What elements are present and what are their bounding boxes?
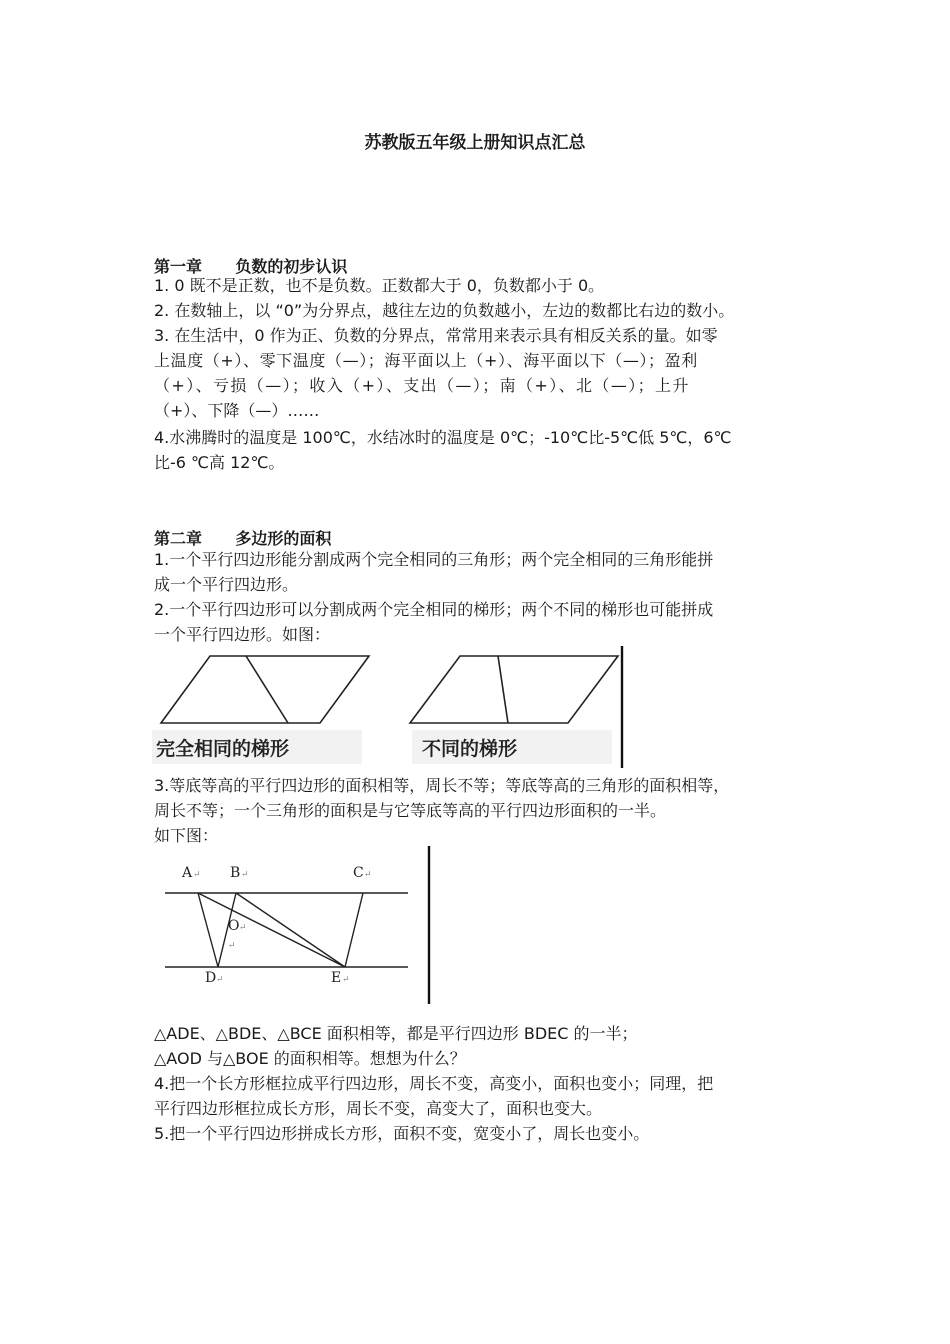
svg-text:↵: ↵ <box>228 941 236 951</box>
chapter-1-line: 2. 在数轴上，以 “0”为分界点，越往左边的负数越小，左边的数都比右边的数小。 <box>154 301 735 320</box>
svg-text:↵: ↵ <box>364 870 372 880</box>
cut-line-right <box>498 656 508 723</box>
caption-congruent-trapezoids: 完全相同的梯形 <box>156 738 290 760</box>
chapter-2-line: 2.一个平行四边形可以分割成两个完全相同的梯形；两个不同的梯形也可能拼成 <box>154 600 714 619</box>
svg-text:↵: ↵ <box>193 870 201 880</box>
chapter-1-line: 上温度（+）、零下温度（—）；海平面以上（+）、海平面以下（—）；盈利 <box>154 351 698 370</box>
svg-text:↵: ↵ <box>239 923 247 933</box>
chapter-2-line: 周长不等；一个三角形的面积是与它等底等高的平行四边形面积的一半。 <box>154 801 667 820</box>
chapter-1-line: （+）、下降（—）…… <box>154 401 320 420</box>
chapter-2-heading: 第二章 多边形的面积 <box>154 529 332 548</box>
svg-text:↵: ↵ <box>216 975 224 985</box>
chapter-1-line: 3. 在生活中，0 作为正、负数的分界点，常常用来表示具有相反关系的量。如零 <box>154 326 718 345</box>
chapter-2-line: 1.一个平行四边形能分割成两个完全相同的三角形；两个完全相同的三角形能拼 <box>154 550 714 569</box>
label-C: C <box>353 865 364 881</box>
chapter-1-line: 4.水沸腾时的温度是 100℃，水结冰时的温度是 0℃；-10℃比-5℃低 5℃，6℃ <box>154 428 732 447</box>
segment-CE <box>345 893 363 967</box>
chapter-2-line: 4.把一个长方形框拉成平行四边形，周长不变，高变小，面积也变小；同理，把 <box>154 1074 714 1093</box>
segment-AD <box>198 893 218 967</box>
chapter-1-line: 1. 0 既不是正数，也不是负数。正数都大于 0，负数都小于 0。 <box>154 276 605 295</box>
svg-text:↵: ↵ <box>342 975 350 985</box>
cut-line-left <box>246 656 288 723</box>
segment-BE <box>236 893 345 967</box>
parallelogram-left <box>161 656 369 723</box>
chapter-1-line: （+）、亏损（—）；收入（+）、支出（—）；南（+）、北（—）；上升 <box>154 376 690 395</box>
label-O: O <box>228 918 240 934</box>
chapter-2-line: △AOD 与△BOE 的面积相等。想想为什么？ <box>154 1049 466 1068</box>
label-D: D <box>205 970 217 986</box>
chapter-2-line: 3.等底等高的平行四边形的面积相等，周长不等；等底等高的三角形的面积相等， <box>154 776 730 795</box>
chapter-2-line: 平行四边形框拉成长方形，周长不变，高变大了，面积也变大。 <box>154 1099 603 1118</box>
chapter-2-line: △ADE、△BDE、△BCE 面积相等，都是平行四边形 BDEC 的一半； <box>154 1024 638 1043</box>
label-B: B <box>230 865 241 881</box>
label-E: E <box>331 970 342 986</box>
caption-different-trapezoids: 不同的梯形 <box>422 738 518 760</box>
chapter-2-line: 如下图： <box>154 826 219 845</box>
chapter-2-line: 5.把一个平行四边形拼成长方形，面积不变，宽变小了，周长也变小。 <box>154 1124 650 1143</box>
chapter-1-heading: 第一章 负数的初步认识 <box>154 257 348 276</box>
triangle-figure <box>150 844 440 1010</box>
trapezoid-figure <box>150 644 630 774</box>
parallelogram-right <box>410 656 618 723</box>
label-A: A <box>182 865 193 881</box>
chapter-2-line: 成一个平行四边形。 <box>154 575 299 594</box>
chapter-1-line: 比-6 ℃高 12℃。 <box>154 453 285 472</box>
document-title: 苏教版五年级上册知识点汇总 <box>364 133 586 153</box>
chapter-2-line: 一个平行四边形。如图： <box>154 625 331 644</box>
svg-text:↵: ↵ <box>241 870 249 880</box>
